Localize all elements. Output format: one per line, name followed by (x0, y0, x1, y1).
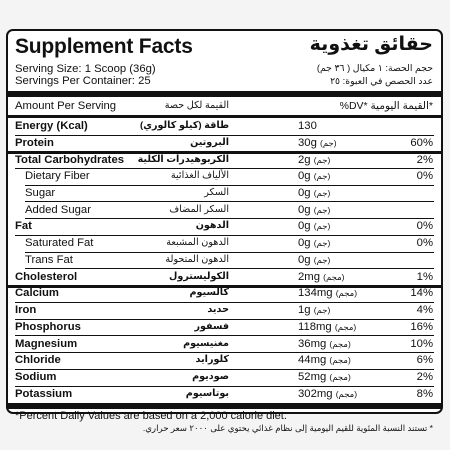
nutrient-daily-value: 2% (416, 153, 433, 166)
nutrient-name: Potassium (15, 387, 73, 400)
nutrient-amount: 134mg (مجم) (298, 287, 358, 300)
nutrient-name-arabic: السكر (204, 186, 229, 198)
nutrient-name-arabic: كالسيوم (189, 287, 229, 299)
nutrient-name: Chloride (15, 354, 61, 367)
nutrient-name-arabic: الدهون (195, 220, 229, 232)
nutrient-name: Total Carbohydrates (15, 153, 125, 166)
nutrient-amount: 1g (جم) (298, 304, 331, 317)
nutrient-name-arabic: صوديوم (192, 371, 229, 382)
nutrient-name: Added Sugar (25, 203, 91, 216)
nutrient-daily-value: 1% (416, 270, 433, 283)
row-divider (15, 335, 434, 336)
footnote-arabic: * تستند النسبة المئوية للقيم اليومية إلى نظام غذائي يحتوي على ٢٠٠٠ سعر حراري. (142, 422, 433, 433)
nutrient-name: Cholesterol (15, 270, 78, 283)
nutrient-amount: 30g (جم) (298, 136, 337, 149)
row-divider (25, 218, 434, 219)
nutrient-amount: 130 (298, 120, 317, 132)
nutrient-name: Protein (15, 136, 54, 149)
nutrient-daily-value: 0% (416, 170, 433, 183)
row-divider (15, 302, 434, 303)
nutrient-name-arabic: طاقة (كيلو كالوري) (140, 120, 229, 131)
row-divider (15, 235, 434, 236)
nutrient-amount: 0g (جم) (298, 220, 331, 233)
nutrient-name: Trans Fat (25, 253, 73, 266)
nutrient-amount: 0g (جم) (298, 186, 331, 199)
nutrient-name-arabic: الألياف الغذائية (170, 170, 229, 182)
footnote-english: *Percent Daily Values are based on a 2,000 calorie diet. (15, 409, 287, 422)
row-divider (25, 185, 434, 186)
nutrient-daily-value: 10% (410, 337, 433, 350)
row-divider (15, 386, 434, 387)
nutrient-name-arabic: البروتين (190, 136, 229, 148)
nutrient-name: Calcium (15, 287, 59, 300)
nutrient-amount: 44mg (مجم) (298, 354, 351, 367)
nutrient-daily-value: 0% (416, 237, 433, 250)
nutrient-daily-value: 6% (416, 354, 433, 367)
nutrient-name: Saturated Fat (25, 237, 94, 250)
title-english: Supplement Facts (15, 35, 193, 58)
nutrient-amount: 0g (جم) (298, 170, 331, 183)
row-divider (15, 168, 434, 169)
nutrient-amount: 52mg (مجم) (298, 371, 351, 383)
thick-divider (8, 91, 441, 97)
row-divider (15, 352, 434, 353)
amount-per-serving-label: Amount Per Serving (15, 100, 117, 112)
servings-per-container-english: Servings Per Container: 25 (15, 75, 151, 87)
serving-size-arabic: حجم الحصة: ١ مكيال ( ٣٦ جم) (316, 63, 433, 73)
amount-per-serving-arabic: القيمة لكل حصة (164, 100, 229, 111)
nutrient-name: Sugar (25, 186, 56, 199)
nutrient-daily-value: 16% (410, 320, 433, 333)
nutrient-name-arabic: كلورايد (195, 354, 229, 366)
supplement-facts-label (6, 29, 443, 433)
nutrient-name: Magnesium (15, 337, 78, 350)
nutrient-name-arabic: بوتاسيوم (185, 387, 229, 399)
nutrient-amount: 2g (جم) (298, 153, 331, 166)
nutrient-daily-value: 60% (410, 136, 433, 149)
medium-divider (8, 115, 441, 118)
nutrient-amount: 36mg (مجم) (298, 337, 351, 350)
nutrient-name-arabic: السكر المضاف (169, 203, 229, 215)
servings-per-container-arabic: عدد الحصص في العبوة: ٢٥ (330, 76, 433, 86)
nutrient-amount: 118mg (مجم) (298, 320, 357, 333)
nutrient-name-arabic: الكربوهيدرات الكلية (137, 153, 229, 165)
nutrient-name: Phosphorus (15, 320, 81, 333)
row-divider (25, 252, 434, 253)
nutrient-amount: 0g (جم) (298, 237, 331, 250)
nutrient-name-arabic: الكوليسترول (169, 270, 229, 282)
row-divider (15, 369, 434, 370)
nutrient-name-arabic: الدهون المشبعة (166, 237, 229, 249)
nutrient-name-arabic: فسفور (194, 320, 229, 332)
nutrient-daily-value: 4% (416, 304, 433, 317)
serving-size-english: Serving Size: 1 Scoop (36g) (15, 63, 156, 75)
nutrient-name: Dietary Fiber (25, 170, 90, 183)
nutrient-name-arabic: الدهون المتحولة (165, 253, 229, 265)
nutrient-amount: 0g (جم) (298, 253, 331, 266)
nutrient-amount: 0g (جم) (298, 203, 331, 216)
nutrient-daily-value: 14% (410, 287, 433, 300)
nutrient-name: Iron (15, 304, 37, 317)
row-divider (25, 268, 434, 269)
nutrient-name-arabic: حديد (207, 304, 229, 316)
row-divider (15, 135, 434, 136)
daily-value-header: %DV* القيمة اليومية* (339, 100, 433, 112)
nutrient-amount: 302mg (مجم) (298, 387, 358, 400)
nutrient-name: Sodium (15, 371, 57, 383)
nutrient-daily-value: 2% (416, 371, 433, 383)
nutrient-name-arabic: مغنيسيوم (183, 337, 229, 349)
nutrient-amount: 2mg (مجم) (298, 270, 345, 283)
row-divider (15, 319, 434, 320)
row-divider (25, 201, 434, 202)
nutrient-daily-value: 8% (416, 387, 433, 400)
title-arabic: حقائق تغذوية (309, 34, 433, 55)
nutrient-daily-value: 0% (416, 220, 433, 233)
bottom-thick-divider (8, 403, 441, 409)
nutrient-name: Fat (15, 220, 32, 233)
nutrient-name: Energy (Kcal) (15, 120, 88, 132)
